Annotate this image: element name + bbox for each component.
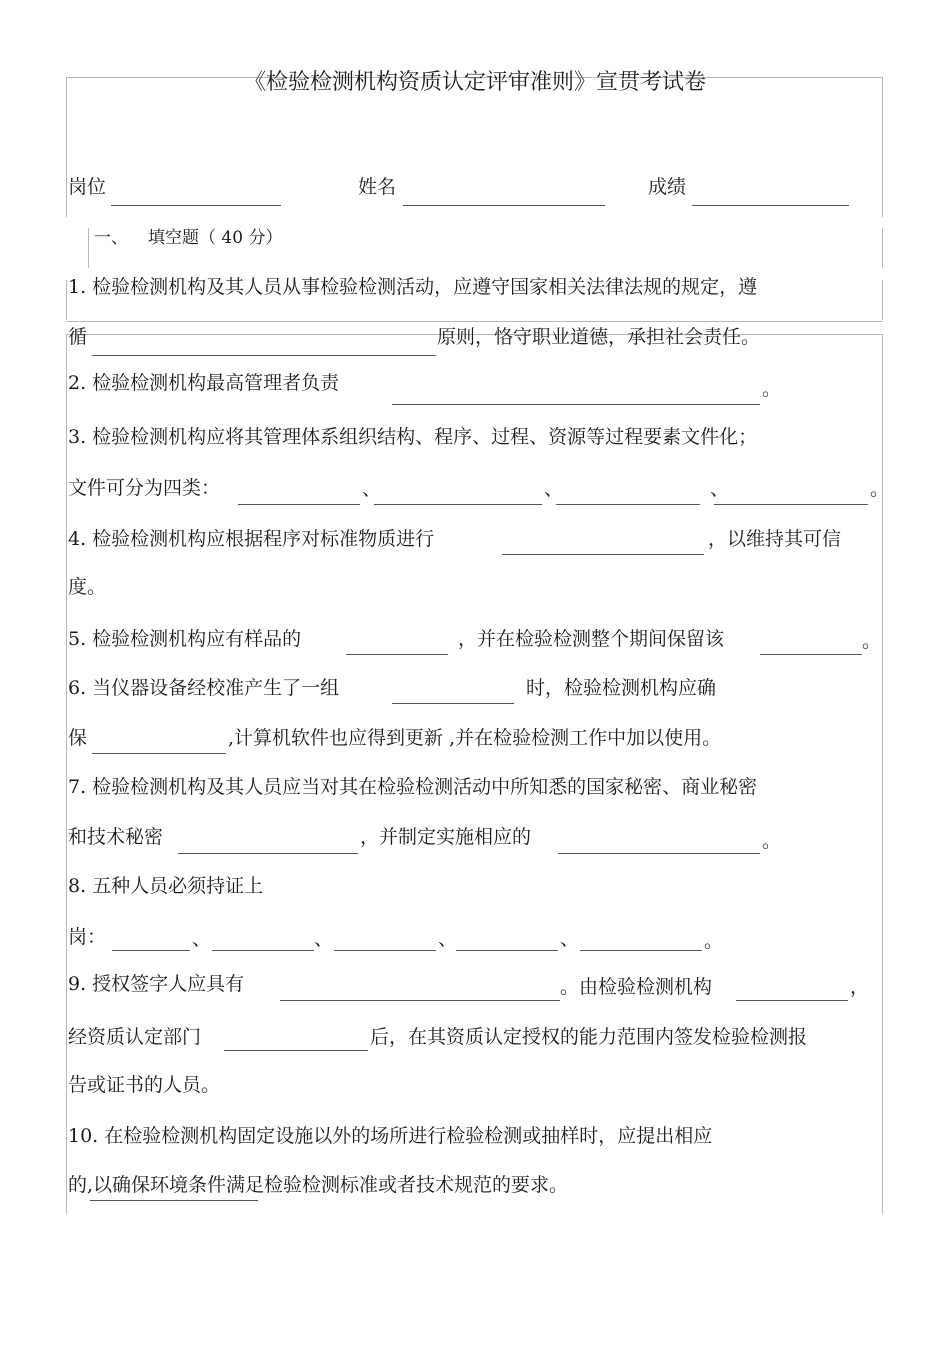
q1-post2: 原则，恪守职业道德，承担社会责任。 [437, 326, 761, 348]
q4-post: ，以维持其可信 [708, 528, 842, 550]
q5-pre: 5. 检验检测机构应有样品的 [68, 628, 302, 650]
q8-sep-3: 、 [438, 928, 458, 950]
frame-line [66, 321, 883, 322]
q9-pre2: 经资质认定部门 [68, 1026, 202, 1048]
frame-line [88, 228, 89, 268]
frame-line [882, 280, 883, 320]
q10-blank[interactable] [90, 1200, 258, 1201]
q3-line1: 3. 检验检测机构应将其管理体系组织结构、程序、过程、资源等过程要素文件化； [68, 426, 758, 448]
q3-blank-3[interactable] [556, 504, 700, 505]
q6-blank-1[interactable] [392, 703, 514, 704]
q1-blank[interactable] [92, 355, 436, 356]
frame-line [882, 334, 883, 1214]
section-heading: 填空题（ 40 分） [148, 228, 283, 248]
q5-mid: ，并在检验检测整个期间保留该 [458, 628, 725, 650]
q5-blank-2[interactable] [760, 654, 862, 655]
name-label: 姓名 [358, 176, 397, 198]
q3-end: 。 [870, 478, 890, 500]
q7-blank-1[interactable] [178, 853, 358, 854]
q8-sep-4: 、 [560, 928, 580, 950]
q8-end: 。 [704, 930, 724, 952]
q3-sep-2: 、 [544, 478, 564, 500]
q10-line1: 10. 在检验检测机构固定设施以外的场所进行检验检测或抽样时，应提出相应 [68, 1125, 713, 1147]
q4-line2: 度。 [68, 576, 107, 598]
exam-title: 《检验检测机构资质认定评审准则》宣贯考试卷 [243, 70, 706, 95]
q6-blank-2[interactable] [92, 753, 226, 754]
frame-line [882, 77, 883, 217]
q6-pre2: 保 [68, 727, 88, 749]
q2-post: 。 [762, 378, 782, 400]
q4-blank[interactable] [502, 554, 704, 555]
q6-post: 时，检验检测机构应确 [526, 677, 717, 699]
q8-line1: 8. 五种人员必须持证上 [68, 875, 264, 897]
q7-pre2: 和技术秘密 [68, 826, 164, 848]
q6-post2: ,计算机软件也应得到更新 ,并在检验检测工作中加以使用。 [228, 727, 722, 749]
score-blank[interactable] [692, 205, 849, 206]
q8-blank-5[interactable] [580, 950, 702, 951]
position-blank[interactable] [111, 205, 281, 206]
q9-post2: 后，在其资质认定授权的能力范围内签发检验检测报 [370, 1026, 808, 1048]
q7-mid2: ，并制定实施相应的 [360, 826, 532, 848]
q2-pre: 2. 检验检测机构最高管理者负责 [68, 372, 340, 394]
q9-line3: 告或证书的人员。 [68, 1074, 221, 1096]
q8-blank-2[interactable] [212, 950, 314, 951]
q2-blank[interactable] [392, 404, 760, 405]
q8-sep-2: 、 [314, 928, 334, 950]
score-label: 成绩 [648, 176, 687, 198]
q3-pre2: 文件可分为四类： [68, 477, 221, 499]
q3-blank-1[interactable] [238, 504, 360, 505]
q8-sep-1: 、 [192, 928, 212, 950]
q1-pre2: 循 [68, 326, 88, 348]
q4-pre: 4. 检验检测机构应根据程序对标准物质进行 [68, 528, 435, 550]
name-blank[interactable] [403, 205, 605, 206]
position-label: 岗位 [68, 176, 107, 198]
q3-sep-3: 、 [710, 478, 730, 500]
q8-blank-3[interactable] [334, 950, 436, 951]
frame-line [66, 334, 67, 1214]
q1-line1: 1. 检验检测机构及其人员从事检验检测活动，应遵守国家相关法律法规的规定，遵 [68, 276, 758, 298]
q7-post2: 。 [762, 830, 782, 852]
q3-blank-4[interactable] [714, 504, 868, 505]
q9-blank-1[interactable] [280, 1000, 560, 1001]
q5-blank-1[interactable] [346, 654, 448, 655]
q8-pre2: 岗： [68, 926, 107, 948]
q7-blank-2[interactable] [558, 853, 760, 854]
frame-line [66, 280, 67, 320]
q8-blank-1[interactable] [112, 950, 190, 951]
section-number: 一、 [94, 228, 128, 248]
q9-pre: 9. 授权签字人应具有 [68, 973, 245, 995]
q8-blank-4[interactable] [456, 950, 558, 951]
q5-post: 。 [862, 630, 882, 652]
q3-sep-1: 、 [362, 478, 382, 500]
q7-line1: 7. 检验检测机构及其人员应当对其在检验检测活动中所知悉的国家秘密、商业秘密 [68, 776, 758, 798]
q9-mid: 。由检验检测机构 [560, 976, 713, 998]
q10-line2: 的,以确保环境条件满足检验检测标准或者技术规范的要求。 [68, 1174, 569, 1196]
frame-line [66, 77, 67, 217]
frame-line [882, 228, 883, 268]
q6-pre: 6. 当仪器设备经校准产生了一组 [68, 677, 340, 699]
q9-blank-3[interactable] [224, 1050, 368, 1051]
q9-post: ， [850, 976, 870, 998]
q9-blank-2[interactable] [736, 1000, 848, 1001]
q3-blank-2[interactable] [374, 504, 542, 505]
